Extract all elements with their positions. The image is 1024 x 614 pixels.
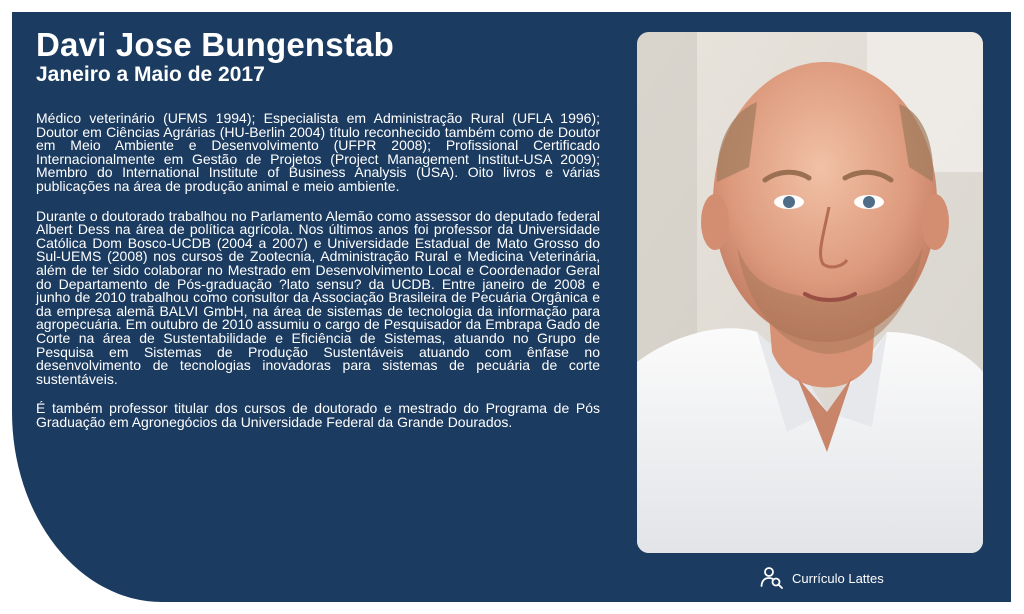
profile-photo	[637, 32, 983, 553]
bio-paragraph: É também professor titular dos cursos de doutorado e mestrado do Programa de Pós Graduação em Agronegócios da Universidade Federal da Grande Dourados.	[36, 400, 600, 430]
profile-bio	[36, 112, 600, 445]
curriculo-lattes-link[interactable]	[760, 565, 884, 591]
bio-paragraph: Durante o doutorado trabalhou no Parlamento Alemão como assessor do deputado federal Albert Dess na área de política agrícola. Nos últimos anos foi professor da Universidade Católica Dom Bosco-UCDB (2004 a 2007) e Universidade Estadual de Mato Grosso do Sul-UEMS (2008) nos cursos de Zootecnia, Administração Rural e Medicina Veterinária, além de ter sido colaborar no Mestrado em Desenvolvimento Local e Coordenador Geral do Departamento de Pós-graduação ?lato sensu? da UCDB. Entre janeiro de 2008 e junho de 2010 trabalhou como consultor da Associação Brasileira de Pecuária Orgânica e da empresa alemã BALVI GmbH, na área de sistemas de tecnologia da informação para agropecuária. Em outubro de 2010 assumiu o cargo de Pesquisador da Embrapa Gado de Corte na área de Sustentabilidade e Eficiência de Sistemas, atuando no Grupo de Pesquisa em Sistemas de Produção Sustentáveis atuando com ênfase no desenvolvimento de tecnologias inovadoras para sistemas de pecuária de corte sustentáveis.	[36, 207, 600, 387]
curriculo-lattes-label: Currículo Lattes	[792, 570, 884, 586]
profile-name: Davi Jose Bungenstab	[36, 26, 394, 63]
profile-card	[12, 12, 1011, 602]
profile-period: Janeiro a Maio de 2017	[36, 63, 265, 86]
bio-paragraph: Médico veterinário (UFMS 1994); Especialista em Administração Rural (UFLA 1996); Doutor em Ciências Agrárias (HU-Berlin 2004) título reconhecido também como de Doutor em Meio Ambiente e Desenvolvimento (UFPR 2008); Profissional Certificado Internacionalmente em Gestão de Projetos (Project Management Institut-USA 2009); Membro do International Institute of Business Analysis (USA). Oito livros e várias publicações na área de produção animal e meio ambiente.	[36, 110, 600, 194]
person-search-icon	[760, 565, 784, 592]
